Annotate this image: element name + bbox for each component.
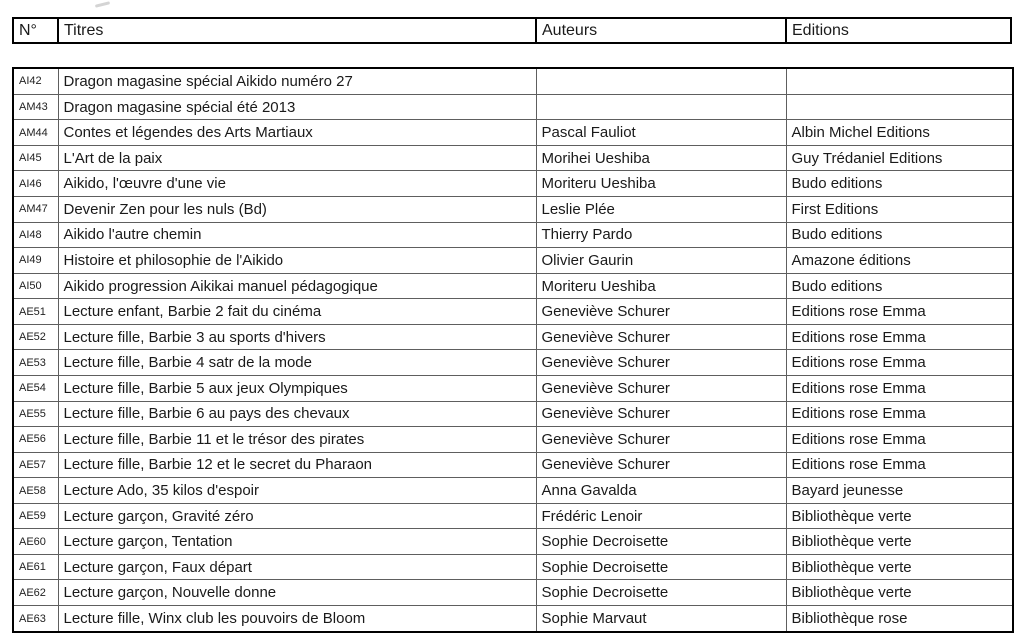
title-cell: Lecture garçon, Gravité zéro (58, 503, 536, 529)
table-row (13, 94, 1013, 120)
table-row (13, 222, 1013, 248)
title-cell: Lecture garçon, Nouvelle donne (58, 580, 536, 606)
title-cell: Lecture enfant, Barbie 2 fait du cinéma (58, 299, 536, 325)
author-cell: Geneviève Schurer (536, 375, 786, 401)
author-cell: Geneviève Schurer (536, 401, 786, 427)
row-number-cell: AE57 (13, 452, 58, 478)
row-number-cell: AE63 (13, 606, 58, 632)
title-cell: Contes et légendes des Arts Martiaux (58, 120, 536, 146)
author-cell: Morihei Ueshiba (536, 145, 786, 171)
edition-cell: Budo editions (786, 222, 1013, 248)
table-row (13, 171, 1013, 197)
table-row (13, 503, 1013, 529)
row-number-cell: AI49 (13, 248, 58, 274)
table-row (13, 197, 1013, 223)
edition-cell (786, 68, 1013, 94)
table-row (13, 529, 1013, 555)
row-number-cell: AE52 (13, 324, 58, 350)
table-row (13, 427, 1013, 453)
author-cell: Anna Gavalda (536, 478, 786, 504)
title-cell: Devenir Zen pour les nuls (Bd) (58, 197, 536, 223)
table-row (13, 554, 1013, 580)
title-cell: Lecture fille, Barbie 11 et le trésor des pirates (58, 427, 536, 453)
title-cell: Lecture fille, Barbie 3 au sports d'hivers (58, 324, 536, 350)
edition-cell: First Editions (786, 197, 1013, 223)
author-cell: Olivier Gaurin (536, 248, 786, 274)
title-cell: Lecture fille, Barbie 4 satr de la mode (58, 350, 536, 376)
title-cell: Lecture fille, Winx club les pouvoirs de Bloom (58, 606, 536, 632)
table-row (13, 350, 1013, 376)
author-cell (536, 68, 786, 94)
title-cell: Dragon magasine spécial été 2013 (58, 94, 536, 120)
scan-artifact (95, 1, 110, 8)
edition-cell: Bibliothèque verte (786, 554, 1013, 580)
table-row (13, 375, 1013, 401)
author-cell: Geneviève Schurer (536, 350, 786, 376)
edition-cell: Editions rose Emma (786, 401, 1013, 427)
edition-cell: Guy Trédaniel Editions (786, 145, 1013, 171)
row-number-cell: AI48 (13, 222, 58, 248)
edition-cell: Bibliothèque verte (786, 529, 1013, 555)
edition-cell (786, 94, 1013, 120)
author-cell: Frédéric Lenoir (536, 503, 786, 529)
column-header-number: N° (14, 19, 59, 42)
edition-cell: Bayard jeunesse (786, 478, 1013, 504)
title-cell: Lecture fille, Barbie 5 aux jeux Olympiques (58, 375, 536, 401)
table-header-row (12, 17, 1012, 44)
author-cell: Thierry Pardo (536, 222, 786, 248)
edition-cell: Editions rose Emma (786, 427, 1013, 453)
title-cell: Lecture garçon, Faux départ (58, 554, 536, 580)
author-cell: Sophie Decroisette (536, 554, 786, 580)
row-number-cell: AE61 (13, 554, 58, 580)
edition-cell: Bibliothèque rose (786, 606, 1013, 632)
row-number-cell: AE62 (13, 580, 58, 606)
author-cell: Sophie Decroisette (536, 529, 786, 555)
edition-cell: Editions rose Emma (786, 375, 1013, 401)
column-header-authors: Auteurs (537, 19, 787, 42)
row-number-cell: AE53 (13, 350, 58, 376)
author-cell: Sophie Decroisette (536, 580, 786, 606)
title-cell: Lecture fille, Barbie 12 et le secret du Pharaon (58, 452, 536, 478)
author-cell: Geneviève Schurer (536, 324, 786, 350)
edition-cell: Bibliothèque verte (786, 503, 1013, 529)
row-number-cell: AE56 (13, 427, 58, 453)
author-cell: Geneviève Schurer (536, 299, 786, 325)
edition-cell: Editions rose Emma (786, 452, 1013, 478)
edition-cell: Editions rose Emma (786, 350, 1013, 376)
row-number-cell: AI46 (13, 171, 58, 197)
table-row (13, 324, 1013, 350)
title-cell: Dragon magasine spécial Aikido numéro 27 (58, 68, 536, 94)
author-cell: Leslie Plée (536, 197, 786, 223)
row-number-cell: AE59 (13, 503, 58, 529)
table-row (13, 273, 1013, 299)
row-number-cell: AE58 (13, 478, 58, 504)
table-row (13, 606, 1013, 632)
author-cell: Sophie Marvaut (536, 606, 786, 632)
row-number-cell: AE54 (13, 375, 58, 401)
table-row (13, 120, 1013, 146)
title-cell: Aikido l'autre chemin (58, 222, 536, 248)
table-row (13, 478, 1013, 504)
edition-cell: Editions rose Emma (786, 299, 1013, 325)
row-number-cell: AM44 (13, 120, 58, 146)
row-number-cell: AM43 (13, 94, 58, 120)
author-cell: Geneviève Schurer (536, 427, 786, 453)
row-number-cell: AE55 (13, 401, 58, 427)
author-cell: Moriteru Ueshiba (536, 171, 786, 197)
edition-cell: Budo editions (786, 171, 1013, 197)
column-header-titles: Titres (59, 19, 537, 42)
row-number-cell: AI42 (13, 68, 58, 94)
row-number-cell: AE60 (13, 529, 58, 555)
author-cell (536, 94, 786, 120)
edition-cell: Albin Michel Editions (786, 120, 1013, 146)
column-header-editions: Editions (792, 21, 849, 39)
author-cell: Geneviève Schurer (536, 452, 786, 478)
table-row (13, 580, 1013, 606)
title-cell: Aikido progression Aikikai manuel pédagogique (58, 273, 536, 299)
title-cell: Aikido, l'œuvre d'une vie (58, 171, 536, 197)
edition-cell: Budo editions (786, 273, 1013, 299)
table-row (13, 145, 1013, 171)
edition-cell: Editions rose Emma (786, 324, 1013, 350)
table-body (13, 68, 1013, 632)
table-row (13, 452, 1013, 478)
books-table (12, 67, 1014, 633)
title-cell: Lecture fille, Barbie 6 au pays des chevaux (58, 401, 536, 427)
title-cell: L'Art de la paix (58, 145, 536, 171)
edition-cell: Amazone éditions (786, 248, 1013, 274)
row-number-cell: AE51 (13, 299, 58, 325)
table-row (13, 248, 1013, 274)
table-row (13, 299, 1013, 325)
row-number-cell: AI50 (13, 273, 58, 299)
edition-cell: Bibliothèque verte (786, 580, 1013, 606)
table-row (13, 401, 1013, 427)
row-number-cell: AM47 (13, 197, 58, 223)
table-row (13, 68, 1013, 94)
title-cell: Histoire et philosophie de l'Aikido (58, 248, 536, 274)
author-cell: Pascal Fauliot (536, 120, 786, 146)
title-cell: Lecture garçon, Tentation (58, 529, 536, 555)
title-cell: Lecture Ado, 35 kilos d'espoir (58, 478, 536, 504)
row-number-cell: AI45 (13, 145, 58, 171)
author-cell: Moriteru Ueshiba (536, 273, 786, 299)
